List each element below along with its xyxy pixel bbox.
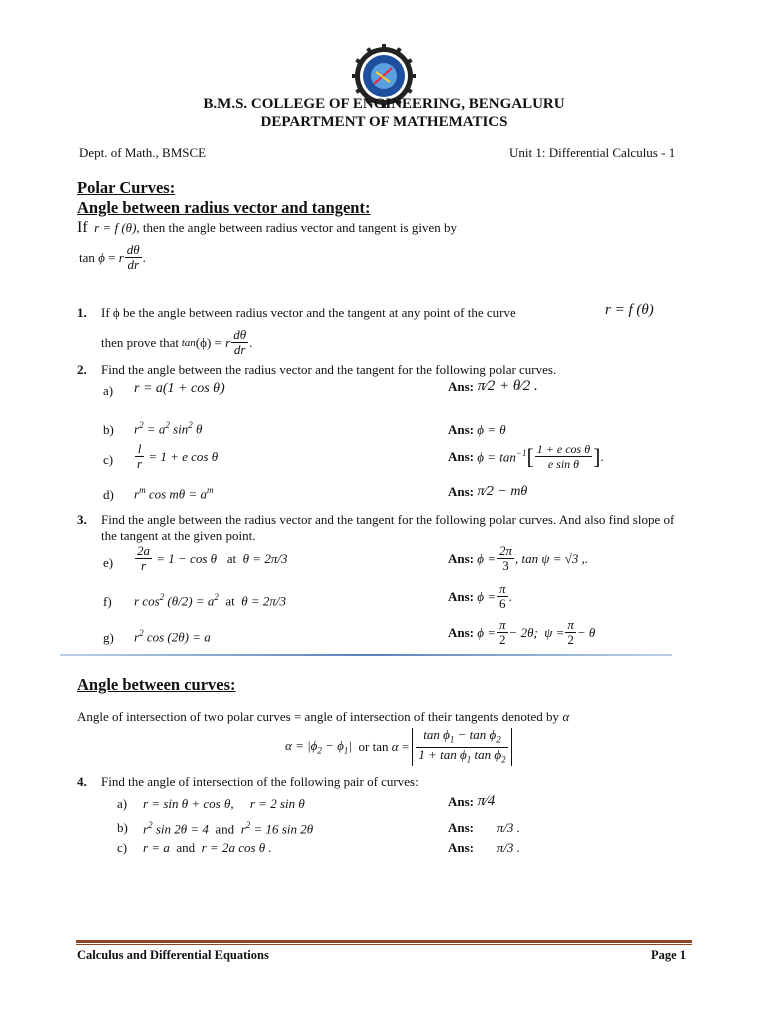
section-title-angle: Angle between radius vector and tangent: <box>77 198 371 217</box>
q4-b-equation: $r^2$ sin 2θ = 4 and $r^2 = 16$ sin 2θ <box>143 820 314 837</box>
q3-e-answer: Ans: ϕ = $\frac{2\pi}{3}$ , tan ψ = √3 ,. <box>448 543 589 573</box>
question-1-text: If ϕ be the angle between radius vector and the tangent at any point of the curve <box>101 305 516 320</box>
question-4-text: Find the angle of intersection of the following pair of curves: <box>101 774 419 789</box>
footer-rule <box>76 940 692 943</box>
header-right: Unit 1: Differential Calculus - 1 <box>509 145 676 160</box>
q2-d-equation: $r^m$ $\cos m\theta = a^m$ <box>134 485 214 502</box>
q4-label-c: c) <box>117 840 128 855</box>
formula-r-f-theta: r = f (θ) <box>90 220 137 235</box>
section-divider <box>60 654 672 656</box>
q2-b-answer: Ans: ϕ = θ <box>448 422 506 437</box>
question-1-number: 1. <box>77 305 87 320</box>
q3-g-equation: $r^2$ cos (2θ) = a <box>134 628 211 645</box>
question-4-number: 4. <box>77 774 87 789</box>
q4-c-equation: r = a and r = 2a cos θ . <box>143 840 272 855</box>
intro-line: If r = f (θ), then the angle between radius vector and tangent is given by <box>77 219 457 236</box>
footer-title: Calculus and Differential Equations <box>77 948 269 962</box>
question-3-number: 3. <box>77 512 87 527</box>
q2-label-d: d) <box>103 487 114 502</box>
question-2-number: 2. <box>77 362 87 377</box>
q3-label-e: e) <box>103 555 114 570</box>
q2-a-answer: Ans: π⁄2 + θ⁄2 . <box>448 378 538 394</box>
q4-c-answer: Ans: π/3 . <box>448 840 520 855</box>
q2-c-equation: $\frac{l}{r}$ = 1 + e cos θ <box>137 441 219 471</box>
q2-c-answer: Ans: $\phi = \tan^{-1}$ [ $\frac{\text{1 + e cos θ}}{\text{e sin θ}}$ ] . <box>448 442 604 471</box>
q3-g-answer: Ans: ϕ = $\frac{\pi}{2}$ − 2θ; ψ = $\frac{\pi}{2}$ − θ <box>448 617 596 647</box>
q2-label-c: c) <box>103 452 114 467</box>
section-title-curves: Angle between curves: <box>77 675 236 694</box>
page-number: Page 1 <box>651 948 687 962</box>
section-title-polar: Polar Curves: <box>77 178 176 197</box>
section2-intro: Angle of intersection of two polar curves = angle of intersection of their tangents denoted by α <box>77 709 570 724</box>
q3-label-g: g) <box>103 630 114 645</box>
header-left: Dept. of Math., BMSCE <box>79 145 207 160</box>
department-name: DEPARTMENT OF MATHEMATICS <box>260 114 508 130</box>
q4-label-a: a) <box>117 796 128 811</box>
q3-label-f: f) <box>103 594 112 609</box>
formula-tan-phi: tan ϕ = r $\frac{d\theta}{dr}$ . <box>79 242 146 272</box>
q3-e-equation: $\frac{2a}{r}$ = 1 − cos θ at θ = 2π/3 <box>137 543 288 573</box>
q2-label-a: a) <box>103 383 114 398</box>
q2-label-b: b) <box>103 422 114 437</box>
q4-b-answer: Ans: π/3 . <box>448 820 520 835</box>
footer-rule-thin <box>76 944 692 945</box>
q4-a-answer: Ans: π⁄4 <box>448 793 496 809</box>
q3-f-equation: r $\cos^2 (\theta/2) = a^2$ at θ = 2π/3 <box>134 592 287 609</box>
q2-d-answer: Ans: π⁄2 − mθ <box>448 484 528 499</box>
q3-f-answer: Ans: ϕ = $\frac{\pi}{6}$ . <box>448 581 512 611</box>
question-1-curve: r = f (θ) <box>605 302 654 318</box>
q4-a-equation: r = sin θ + cos θ, r = 2 sin θ <box>143 796 305 811</box>
question-2-text: Find the angle between the radius vector and the tangent for the following polar curves. <box>101 362 557 377</box>
q4-label-b: b) <box>117 820 128 835</box>
formula-alpha: $\alpha = |\phi_2 - \phi_1|$ or tan α = $\frac{\tan \phi_1 - \tan \phi_2}{1 + \tan \phi_1 \tan \phi_2}$ <box>285 728 512 766</box>
question-3-text: Find the angle between the radius vector and the tangent for the following polar curves. And also find slope of the tangent at the given point. <box>101 512 675 543</box>
question-1-prove: then prove that tan (ϕ) = r $\frac{d\theta}{dr}$ . <box>101 327 253 357</box>
college-name: B.M.S. COLLEGE OF ENGINEERING, BENGALURU <box>203 96 565 112</box>
q2-b-equation: $r^2 = a^2$ $\sin^2 \theta$ <box>134 420 203 437</box>
q2-a-equation: r = a(1 + cos θ) <box>134 381 225 396</box>
